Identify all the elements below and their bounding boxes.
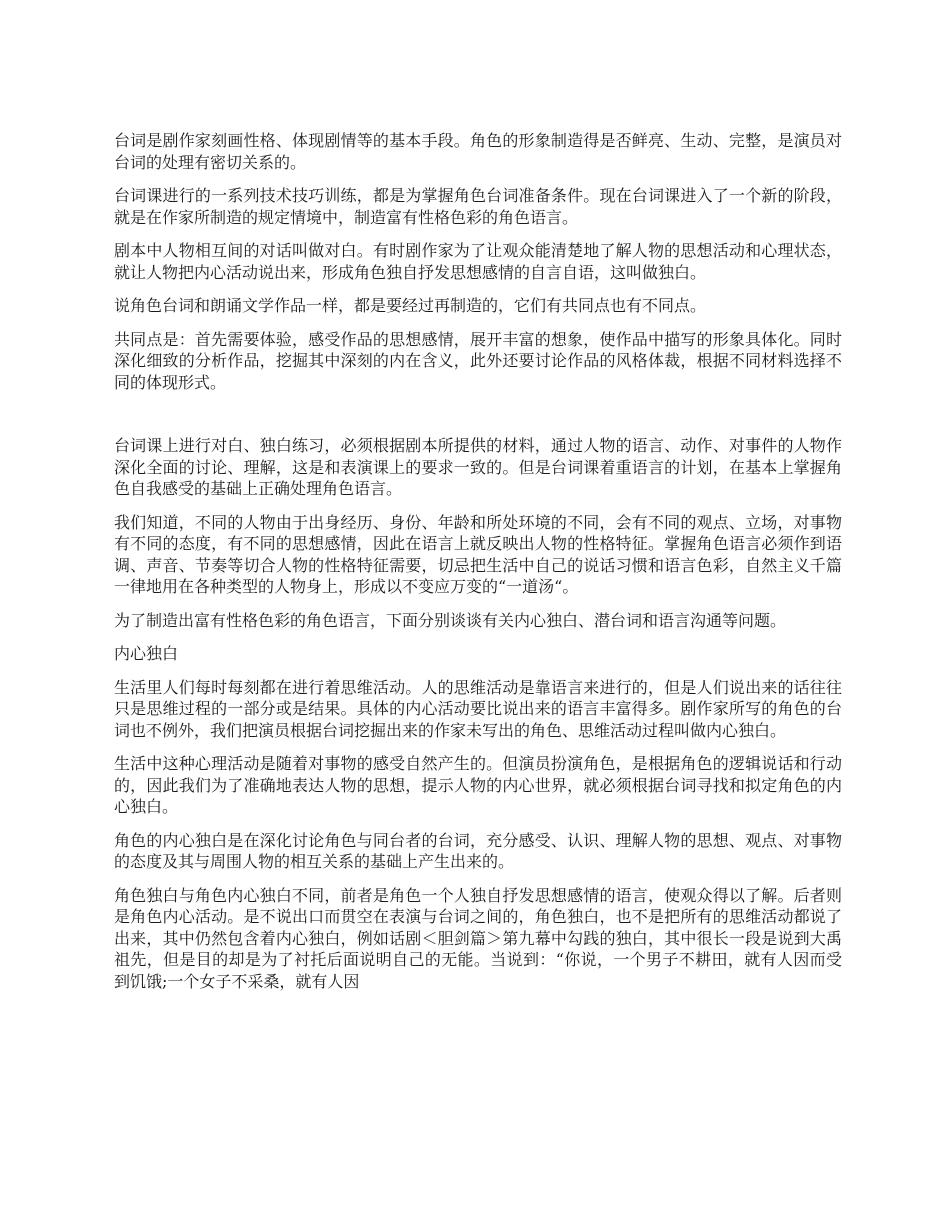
document-body xyxy=(114,130,842,1004)
section-heading: 内心独白 xyxy=(114,644,179,663)
paragraph: 我们知道，不同的人物由于出身经历、身份、年龄和所处环境的不同，会有不同的观点、立场，对事物有不同的态度，有不同的思想感情，因此在语言上就反映出人物的性格特征。掌握角色语言必须作到语调、声音、节奏等切合人物的性格特征需要，切忌把生活中自己的说话习惯和语言色彩，自然主义千篇一律地用在各种类型的人物身上，形成以不变应万变的“一道汤“。 xyxy=(114,512,842,596)
paragraph: 角色的内心独白是在深化讨论角色与同台者的台词，充分感受、认识、理解人物的思想、观点、对事物的态度及其与周围人物的相互关系的基础上产生出来的。 xyxy=(114,830,842,871)
paragraph: 共同点是：首先需要体验，感受作品的思想感情，展开丰富的想象，使作品中描写的形象具体化。同时深化细致的分析作品，挖掘其中深刻的内在含义，此外还要讨论作品的风格体裁，根据不同材料选择不同的体现形式。 xyxy=(114,329,842,392)
paragraph: 角色独白与角色内心独白不同，前者是角色一个人独自抒发思想感情的语言，使观众得以了解。后者则是角色内心活动。是不说出口而贯空在表演与台词之间的，角色独白，也不是把所有的思维活动都说了出来，其中仍然包含着内心独白，例如话剧＜胆剑篇＞第九幕中勾践的独白，其中很长一段是说到大禹祖先，但是目的却是为了衬托后面说明自己的无能。当说到：“你说，一个男子不耕田，就有人因而受到饥饿;一个女子不采桑，就有人因 xyxy=(114,885,842,991)
paragraph: 说角色台词和朗诵文学作品一样，都是要经过再制造的，它们有共同点也有不同点。 xyxy=(114,296,707,315)
paragraph: 剧本中人物相互间的对话叫做对白。有时剧作家为了让观众能清楚地了解人物的思想活动和心理状态，就让人物把内心活动说出来，形成角色独自抒发思想感情的自言自语，这叫做独白。 xyxy=(114,241,842,282)
paragraph: 台词课上进行对白、独白练习，必须根据剧本所提供的材料，通过人物的语言、动作、对事件的人物作深化全面的讨论、理解，这是和表演课上的要求一致的。但是台词课着重语言的计划，在基本上掌握角色自我感受的基础上正确处理角色语言。 xyxy=(114,436,842,498)
paragraph: 生活里人们每时每刻都在进行着思维活动。人的思维活动是靠语言来进行的，但是人们说出来的话往往只是思维过程的一部分或是结果。具体的内心活动要比说出来的语言丰富得多。剧作家所写的角色的台词也不例外，我们把演员根据台词挖掘出来的作家未写出的角色、思维活动过程叫做内心独白。 xyxy=(114,677,842,740)
paragraph: 台词课进行的一系列技术技巧训练，都是为掌握角色台词准备条件。现在台词课进入了一个新的阶段，就是在作家所制造的规定情境中，制造富有性格色彩的角色语言。 xyxy=(114,186,842,227)
paragraph: 台词是剧作家刻画性格、体现剧情等的基本手段。角色的形象制造得是否鲜亮、生动、完整，是演员对台词的处理有密切关系的。 xyxy=(114,131,842,172)
paragraph: 为了制造出富有性格色彩的角色语言，下面分别谈谈有关内心独白、潜台词和语言沟通等问题。 xyxy=(114,610,787,630)
paragraph: 生活中这种心理活动是随着对事物的感受自然产生的。但演员扮演角色，是根据角色的逻辑说话和行动的，因此我们为了准确地表达人物的思想，提示人物的内心世界，就必须根据台词寻找和拟定角色的内心独白。 xyxy=(114,754,842,816)
